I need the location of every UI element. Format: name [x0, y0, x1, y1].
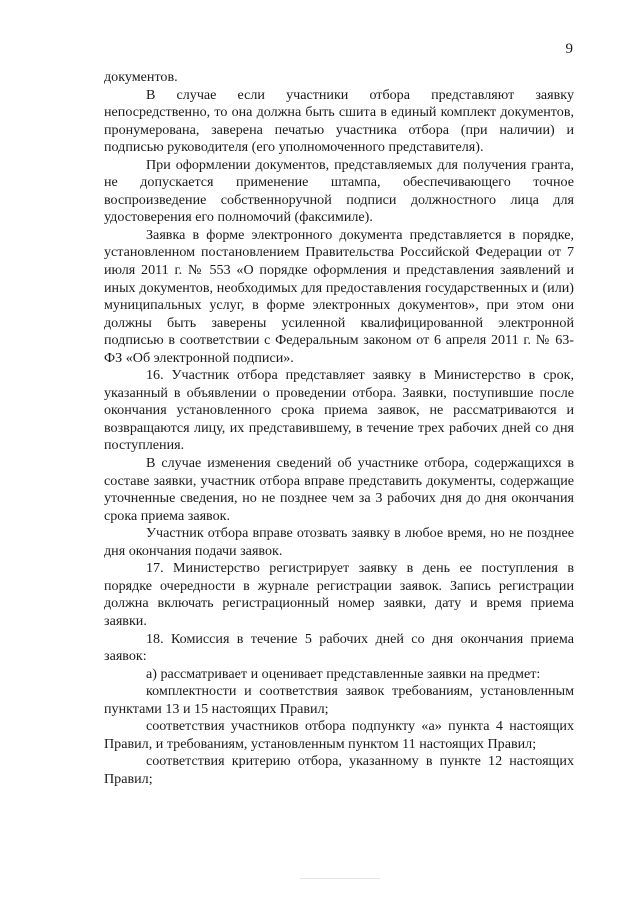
paragraph: 17. Министерство регистрирует заявку в день ее поступления в порядке очередности в журнале регистрации заявок. Запись регистрации должна включать регистрационный номер заявки, дату и время приема заявки.: [104, 560, 574, 629]
paragraph: Участник отбора вправе отозвать заявку в любое время, но не позднее дня окончания подачи заявок.: [104, 525, 574, 559]
paragraph: соответствия участников отбора подпункту «а» пункта 4 настоящих Правил, и требованиям, установленным пунктом 11 настоящих Правил;: [104, 718, 574, 752]
paragraph: соответствия критерию отбора, указанному в пункте 12 настоящих Правил;: [104, 753, 574, 787]
paragraph: Заявка в форме электронного документа представляется в порядке, установленном постановлением Правительства Российской Федерации от 7 июля 2011 г. № 553 «О порядке оформления и представления заявлений и иных документов, необходимых для предоставления государственных и (или) муниципальных услуг, в форме электронных документов», при этом они должны быть заверены усиленной квалифицированной электронной подписью в соответствии с Федеральным законом от 6 апреля 2011 г. № 63-ФЗ «Об электронной подписи».: [104, 226, 574, 366]
paragraph: 18. Комиссия в течение 5 рабочих дней со дня окончания приема заявок:: [104, 630, 574, 665]
paragraph: В случае изменения сведений об участнике отбора, содержащихся в составе заявки, участник отбора вправе представить документы, содержащие уточненные сведения, но не позднее чем за 3 рабочих дня до дня окончания срока приема заявок.: [104, 455, 574, 524]
paragraph: а) рассматривает и оценивает представленные заявки на предмет:: [146, 665, 541, 682]
page-number: 9: [565, 41, 573, 57]
paragraph: документов.: [104, 69, 178, 85]
scan-artifact: [300, 878, 380, 879]
paragraph: При оформлении документов, представляемых для получения гранта, не допускается применение штампа, обеспечивающего точное воспроизведение собственноручной подписи должностного лица для удостоверения его полномочий (факсимиле).: [104, 156, 574, 226]
paragraph: В случае если участники отбора представляют заявку непосредственно, то она должна быть сшита в единый комплект документов, пронумерована, заверена печатью участника отбора (при наличии) и подписью руководителя (его уполномоченного представителя).: [104, 86, 574, 156]
paragraph: 16. Участник отбора представляет заявку в Министерство в срок, указанный в объявлении о проведении отбора. Заявки, поступившие после окончания установленного срока приема заявок, не рассматриваются и возвращаются лицу, их представившему, в течение трех рабочих дней со дня поступления.: [104, 367, 574, 454]
document-body: [104, 69, 574, 788]
paragraph: комплектности и соответствия заявок требованиям, установленным пунктами 13 и 15 настоящих Правил;: [104, 683, 574, 717]
